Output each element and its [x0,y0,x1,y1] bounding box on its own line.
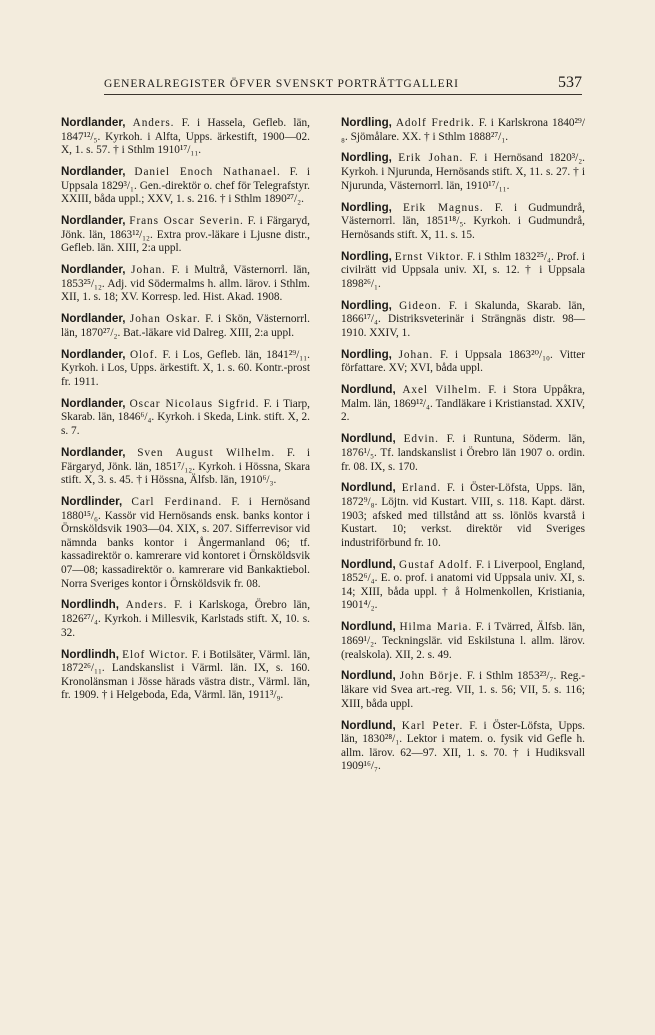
page-number: 537 [558,74,582,91]
entry-given-name: John Börje. [399,670,463,683]
entry-surname: Nordlund, [341,557,396,571]
entry-given-name: Daniel Enoch Nathanael. [134,166,281,179]
register-entry [61,648,310,703]
entry-given-name: Olof. [129,348,158,361]
register-entry [341,151,585,193]
entry-given-name: Oscar Nicolaus Sigfrid. [129,397,260,410]
entry-given-name: Adolf Fredrik. [395,117,475,129]
entry-given-name: Johan. [131,264,166,277]
entry-text: F. i Skalunda, Skarab. län, 1866¹⁷/₄. Distriksveterinär i Strängnäs distr. 98—1910. XXIV, 1. [341,299,585,339]
entry-given-name: Hilma Maria. [399,621,473,634]
page-header [104,74,582,95]
left-column [61,116,310,710]
entry-text: F. i Skön, Västernorrl. län, 1870²⁷/₂. Bat.-läkare vid Dalreg. XIII, 2:a uppl. [61,313,310,339]
register-entry [61,214,310,256]
entry-surname: Nordlund, [341,718,396,732]
entry-text: F. i Öster-Löfsta, Upps. län, 1830²⁸/₁. Lektor i matem. o. fysik vid Gefle h. allm. lärov. 62—97. XII, 1. s. 70. † i Hudiksvall 1909¹⁶/₇. [341,719,586,773]
entry-surname: Nordlindh, [61,598,119,612]
entry-text: F. i Runtuna, Söderm. län, 1876¹/₅. Tf. landskanslist i Örebro län 1907 o. ordin. fr. 08. IX, s. 170. [341,433,586,473]
entry-text: F. i Tvärred, Älfsb. län, 1869¹/₂. Teckningslär. vid Eskilstuna l. allm. lärov. (realskola). XII, 2. s. 49. [341,621,585,661]
entry-text: F. i Färgaryd, Jönk. län, 1863¹²/₁₂. Extra prov.-läkare i Ljusne distr., Gefleb. län. XIII, 2:a uppl. [61,215,311,255]
entry-text: F. i Botilsäter, Värml. län, 1872²⁶/₁₁. Landskanslist i Värml. län. IX, s. 160. Kronolänsman i Jösse härads västra distr., Värml. län, fr. 1909. † i Helgeboda, Eda, Värml. län, 1911³/₉. [61,648,311,702]
entry-given-name: Johan. [398,348,434,361]
entry-given-name: Gustaf Adolf. [399,558,473,571]
entry-surname: Nordling, [341,249,392,263]
register-entry [341,620,585,662]
register-entry [61,263,310,305]
entry-surname: Nordling, [341,116,392,129]
entry-text: F. i Öster-Löfsta, Upps. län, 1872⁹/₈. Löjtn. vid Kustart. VIII, s. 118. Kapt. därst. 1903; afsked med tillstånd att ss. lönlös kvarstå i Kustart. 10; verkst. direktör vid Sveriges industriförbund fr. 10. [341,482,586,549]
entry-given-name: Anders. [125,599,168,612]
entry-surname: Nordling, [341,298,392,312]
register-entry [341,201,585,243]
entry-given-name: Carl Ferdinand. [131,496,223,509]
entry-surname: Nordlindh, [61,647,119,661]
entry-text: F. i Stora Uppåkra, Malm. län, 1869¹²/₄. Tandläkare i Kristianstad. XXIV, 2. [341,384,586,424]
entry-text: F. i Multrå, Västernorrl. län, 1853²⁵/₁₂. Adj. vid Södermalms h. allm. lärov. i Sthlm. XII, 1. s. 18; XV. Korresp. led. Hist. Akad. 1908. [61,264,311,304]
register-entry [341,348,585,376]
entry-surname: Nordling, [341,347,392,361]
register-entry [61,598,310,640]
entry-text: F. i Hernösand 1880¹⁵/₆. Kassör vid Hernösands ensk. banks kontor i Örnsköldsvik 1903—04. XIX, s. 207. Sifferrevisor vid nämnda banks kontor i Ångermanland 06; tf. kassadirektör o. kamrerare vid kontoret i Örnsköldsvik 07—08; kassadirektör o. kamrerare vid Bankaktiebol. Norra Sveriges kontor i Örnsköldsvik fr. 08. [61,496,310,590]
entry-text: F. i Uppsala 1863²⁰/₁₀. Vitter författare. XV; XVI, båda uppl. [341,348,586,375]
entry-surname: Nordlander, [61,116,126,129]
entry-given-name: Ernst Viktor. [394,250,465,263]
register-entry [341,116,585,144]
register-entry [341,432,585,474]
entry-given-name: Sven August Wilhelm. [137,446,276,459]
entry-given-name: Anders. [132,117,175,129]
entry-surname: Nordlander, [61,214,126,228]
entry-surname: Nordling, [341,151,392,165]
entry-text: F. i Hernösand 1820³/₂. Kyrkoh. i Njurunda, Hernösands stift. X, 11. s. 27. † i Njurunda, Västernorrl. län, 1910¹⁷/₁₁. [341,152,586,192]
register-entry [61,165,310,207]
entry-text: F. i Liverpool, England, 1852⁶/₄. E. o. prof. i anatomi vid Uppsala univ. XI, s. 14; XIII, båda uppl. † å Holmenkollen, Kristiania, 1901⁴/₂. [341,558,585,612]
entry-text: F. i Tiarp, Skarab. län, 1846⁶/₄. Kyrkoh. i Skeda, Link. stift. X, 2. s. 7. [61,397,310,438]
entry-surname: Nordlund, [341,432,396,446]
entry-surname: Nordlund, [341,620,396,634]
entry-surname: Nordlander, [61,347,126,361]
entry-surname: Nordlander, [61,312,126,326]
entry-surname: Nordlund, [341,383,396,397]
entry-surname: Nordlund, [341,669,396,683]
entry-surname: Nordlinder, [61,495,123,509]
register-entry [61,312,310,340]
entry-given-name: Elof Wictor. [122,648,189,661]
register-entry [341,558,585,613]
entry-text: F. i Karlskoga, Örebro län, 1826²⁷/₄. Kyrkoh. i Millesvik, Karlstads stift. X, 10. s. 32. [61,599,311,639]
register-entry [341,250,585,292]
register-entry [341,669,585,711]
entry-given-name: Axel Vilhelm. [402,384,482,397]
entry-given-name: Frans Oscar Severin. [129,215,244,228]
running-title: GENERALREGISTER ÖFVER SVENSKT PORTRÄTTGALLERI [104,78,459,90]
entry-text: F. i Hassela, Gefleb. län, 1847¹²/₅. Kyrkoh. i Alfta, Upps. ärkestift, 1900—02. X, 1. s. 57. † i Sthlm 1910¹⁷/₁₁. [61,117,310,157]
entry-given-name: Gideon. [399,299,442,312]
register-entry [341,383,585,425]
register-entry [341,481,585,550]
register-entry [341,299,585,341]
entry-text: F. i Gudmundrå, Västernorrl. län, 1851¹⁸/₅. Kyrkoh. i Gudmundrå, Hernösands stift. X, 11. s. 15. [341,201,586,241]
entry-surname: Nordlund, [341,481,396,495]
entry-text: F. i Karlskrona 1840²⁹/₈. Sjömålare. XX. † i Sthlm 1888²⁷/₁. [341,117,586,143]
entry-text: F. i Los, Gefleb. län, 1841²⁹/₁₁. Kyrkoh. i Los, Upps. ärkestift. X, 1. s. 60. Kontr.-prost fr. 1911. [61,348,310,388]
entry-given-name: Karl Peter. [401,719,464,732]
entry-surname: Nordlander, [61,445,126,459]
entry-given-name: Erland. [401,482,441,495]
register-entry [61,446,310,488]
entry-surname: Nordlander, [61,263,126,277]
register-entry [61,348,310,390]
entry-given-name: Erik Johan. [398,152,464,165]
register-entry [61,116,310,158]
entry-text: F. i Färgaryd, Jönk. län, 1851⁷/₁₂. Kyrkoh. i Hössna, Skara stift. X, 3. s. 45. † i Hössna, Älfsb. län, 1910⁶/₃. [61,446,310,487]
register-entry [61,397,310,439]
entry-given-name: Erik Magnus. [403,201,484,214]
right-column [341,116,585,781]
entry-text: F. i Uppsala 1829³/₁. Gen.-direktör o. chef för Telegrafstyr. XXIII, båda uppl.; XXV, 1. s. 216. † i Sthlm 1890²⁷/₂. [61,166,310,206]
entry-given-name: Johan Oskar. [129,313,201,326]
entry-surname: Nordlander, [61,396,126,410]
entry-surname: Nordling, [341,200,392,214]
register-entry [61,495,310,591]
entry-surname: Nordlander, [61,165,126,179]
register-entry [341,719,585,774]
entry-text: F. i Sthlm 1853²³/₇. Reg.-läkare vid Svea art.-reg. VII, 1. s. 56; VII, 5. s. 116; XIII, båda uppl. [341,670,586,710]
entry-text: F. i Sthlm 1832²⁵/₄. Prof. i civilrätt vid Uppsala univ. XI, s. 12. † i Uppsala 1898²⁶/₁. [341,250,586,290]
entry-given-name: Edvin. [403,433,439,446]
